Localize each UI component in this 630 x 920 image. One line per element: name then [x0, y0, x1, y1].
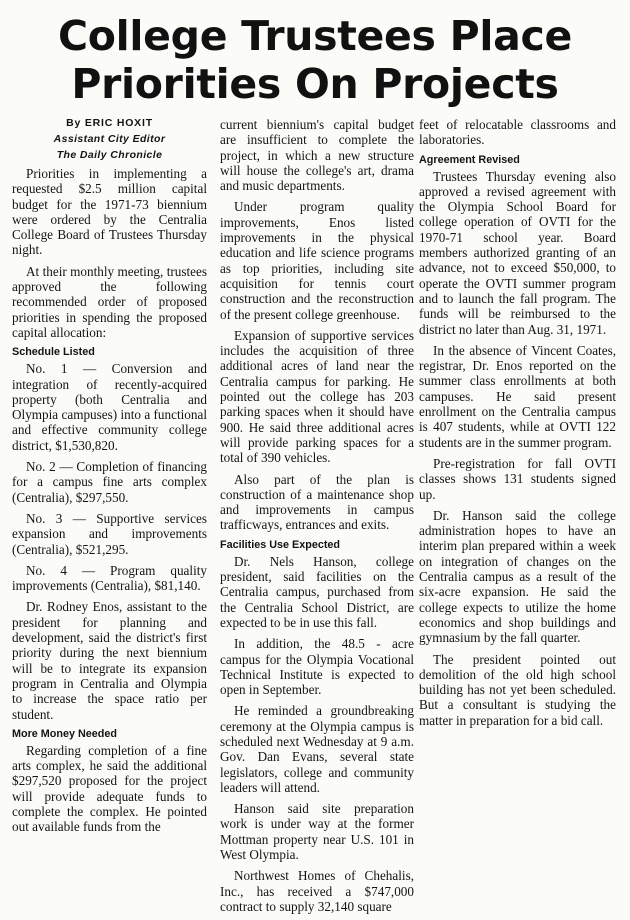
headline-line-2: Priorities On Projects: [71, 60, 559, 108]
headline-line-1: College Trustees Place: [57, 12, 573, 60]
paragraph: Hanson said site preparation work is under way at the former Mottman property near U.S. 101 in West Olympia.: [220, 801, 414, 863]
paragraph: Northwest Homes of Chehalis, Inc., has received a $747,000 contract to supply 32,140 square: [220, 868, 414, 914]
paragraph: Pre-registration for fall OVTI classes shows 131 students signed up.: [419, 455, 616, 502]
byline-role: Assistant City Editor: [53, 133, 166, 145]
paragraph-continued: current biennium's capital budget are insufficient to complete the project, in which a new structure will house the college's art, drama and music departments.: [220, 117, 414, 194]
priority-item-3: No. 3 — Supportive services expansion and improvements (Centralia), $521,295.: [12, 510, 207, 557]
column-1: [12, 117, 207, 841]
paragraph: Priorities in implementing a requested $2.5 million capital budget for the 1971-73 biennium were ordered by the Centralia College Board of Trustees Thursday night.: [12, 166, 207, 258]
paragraph: Under program quality improvements, Enos listed improvements in the physical education and life science programs as top priorities, including site acquisition for tennis court construction and the reconstruction of the present college greenhouse.: [220, 199, 414, 322]
priority-item-2: No. 2 — Completion of financing for a campus fine arts complex (Centralia), $297,550.: [12, 459, 207, 505]
byline-paper: The Daily Chronicle: [56, 149, 163, 161]
paragraph: Trustees Thursday evening also approved a revised agreement with the Olympia School Board for college operation of OVTI for the 1970-71 school year. Board members authorized granting of an advance, not to exceed $50,000, to operate the OVTI summer program and to launch the fall program. The funds will be reimbursed to the district no later than Aug. 31, 1971.: [419, 168, 616, 337]
paragraph: In addition, the 48.5 - acre campus for the Olympia Vocational Technical Institute is expected to open in September.: [220, 636, 414, 698]
paragraph-continued: feet of relocatable classrooms and laboratories.: [419, 117, 616, 148]
paragraph: Also part of the plan is construction of a maintenance shop and improvements in campus trafficways, entrances and exits.: [220, 471, 414, 533]
paragraph: At their monthly meeting, trustees approved the following recommended order of proposed priorities in spending the proposed capital allocation:: [12, 263, 207, 340]
subhead-agreement: Agreement Revised: [419, 153, 520, 166]
paragraph: Dr. Hanson said the college administration hopes to have an interim plan prepared within a week on integration of changes on the Centralia campus as a result of the six-acre expansion. He said the college expects to utilize the home economics and shop buildings and gymnasium by the fall quarter.: [419, 507, 616, 646]
paragraph: Expansion of supportive services includes the acquisition of three additional acres of land near the Centralia campus for parking. He pointed out the college has 203 parking spaces when it should have 900. He said three additional acres will provide parking spaces for a total of 390 vehicles.: [220, 327, 414, 466]
subhead-schedule: Schedule Listed: [12, 346, 95, 359]
headline: [0, 12, 630, 108]
byline-author: By ERIC HOXIT: [66, 117, 153, 129]
paragraph: Dr. Nels Hanson, college president, said facilities on the Centralia campus, purchased from the Centralia School District, are expected to be in use this fall.: [220, 553, 414, 630]
subhead-money: More Money Needed: [12, 727, 117, 740]
paragraph: In the absence of Vincent Coates, registrar, Dr. Enos reported on the summer class enrollments at both campuses. He said present enrollment on the Centralia campus is 407 students, while at OVTI 122 students are in the summer program.: [419, 342, 616, 450]
paragraph: Regarding completion of a fine arts complex, he said the additional $297,520 proposed for the project will provide adequate funds to complete the complex. He pointed out available funds from the: [12, 742, 207, 835]
column-3: [419, 117, 616, 734]
priority-item-1: No. 1 — Conversion and integration of recently-acquired property (both Centralia and Olympia campuses) into a functional and effective community college district, $1,530,820.: [12, 361, 207, 453]
priority-item-4: No. 4 — Program quality improvements (Centralia), $81,140.: [12, 562, 207, 594]
subhead-facilities: Facilities Use Expected: [220, 538, 341, 551]
paragraph: He reminded a groundbreaking ceremony at the Olympia campus is scheduled next Wednesday at 9 a.m. Gov. Dan Evans, several state legislators, college and community leaders will attend.: [220, 703, 414, 795]
paragraph: Dr. Rodney Enos, assistant to the president for planning and development, said the district's first priority during the next biennium will be to integrate its expansion program in Centralia and Olympia to increase the space ratio per student.: [12, 599, 207, 722]
paragraph: The president pointed out demolition of the old high school building has not yet been scheduled. But a consultant is studying the matter in preparation for a bid call.: [419, 651, 616, 728]
column-2: [220, 117, 414, 920]
